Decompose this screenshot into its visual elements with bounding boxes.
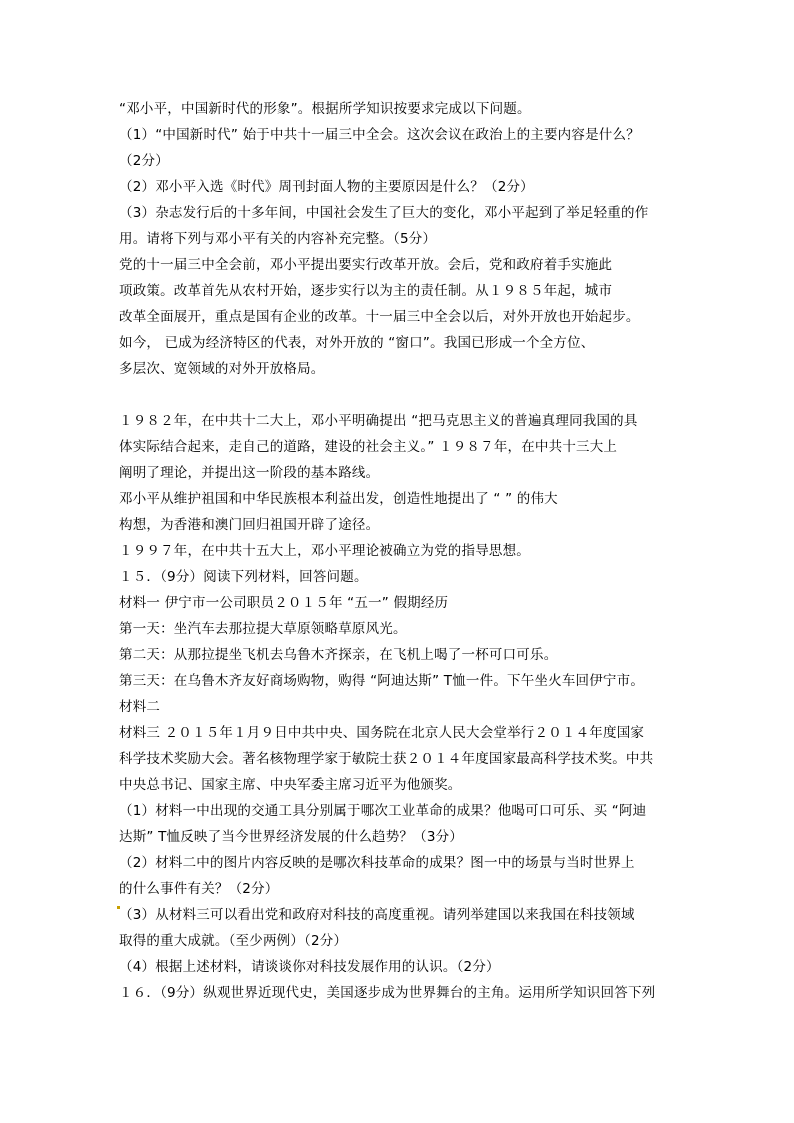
material-1-day-3: 第三天：在乌鲁木齐友好商场购物，购得 “阿迪达斯” T恤一件。下午坐火车回伊宁市。 <box>119 673 645 689</box>
paragraph-line: 构想，为香港和澳门回归祖国开辟了途径。 <box>119 517 380 533</box>
sub-question-3: 取得的重大成就。（至少两例）（2分） <box>119 933 348 949</box>
paragraph-line: 项政策。改革首先从农村开始，逐步实行以为主的责任制。从１９８５年起，城市 <box>119 283 613 299</box>
paragraph-line: 党的十一届三中全会前，邓小平提出要实行改革开放。会后，党和政府着手实施此 <box>119 257 613 273</box>
question-16-heading: １６．（9分）纵观世界近现代史，美国逐步成为世界舞台的主角。运用所学知识回答下列 <box>119 985 656 1001</box>
paragraph-line: 阐明了理论，并提出这一阶段的基本路线。 <box>119 465 380 481</box>
paragraph-line: 体实际结合起来，走自己的道路，建设的社会主义。” １９８７年，在中共十三大上 <box>119 439 618 455</box>
question-15-heading: １５．（9分）阅读下列材料，回答问题。 <box>119 569 368 585</box>
question-3-line: （3）杂志发行后的十多年间，中国社会发生了巨大的变化，邓小平起到了举足轻重的作 <box>119 205 649 221</box>
material-3-line: 中央总书记、国家主席、中央军委主席习近平为他颁奖。 <box>119 777 462 793</box>
material-2-title: 材料二 <box>119 699 161 715</box>
material-1-day-1: 第一天：坐汽车去那拉提大草原领略草原风光。 <box>119 621 407 637</box>
sub-question-1: （1）材料一中出现的交通工具分别属于哪次工业革命的成果？他喝可口可乐、买 “阿迪 <box>119 803 647 819</box>
paragraph-line: 多层次、宽领域的对外开放格局。 <box>119 361 325 377</box>
material-3-line: 材料三 ２０１５年１月９日中共中央、国务院在北京人民大会堂举行２０１４年度国家 <box>119 725 645 741</box>
intro-line: “邓小平，中国新时代的形象”。根据所学知识按要求完成以下问题。 <box>119 101 531 117</box>
question-1-line: （1）“中国新时代” 始于中共十一届三中全会。这次会议在政治上的主要内容是什么？ <box>119 127 640 143</box>
sub-question-2: （2）材料二中的图片内容反映的是哪次科技革命的成果？图一中的场景与当时世界上 <box>119 855 635 871</box>
paragraph-line: 邓小平从维护祖国和中华民族根本利益出发，创造性地提出了 “ ” 的伟大 <box>119 491 558 507</box>
material-1-title: 材料一 伊宁市一公司职员２０１５年 “五一” 假期经历 <box>119 595 449 611</box>
sub-question-2: 的什么事件有关？（2分） <box>119 881 279 897</box>
sub-question-4: （4）根据上述材料，请谈谈你对科技发展作用的认识。（2分） <box>119 959 500 975</box>
question-3-line: 用。请将下列与邓小平有关的内容补充完整。（5分） <box>119 231 437 247</box>
paragraph-line: １９９７年，在中共十五大上，邓小平理论被确立为党的指导思想。 <box>119 543 530 559</box>
sub-question-3: （3）从材料三可以看出党和政府对科技的高度重视。请列举建国以来我国在科技领域 <box>119 907 635 923</box>
paragraph-line: 如今， 已成为经济特区的代表，对外开放的 “窗口”。我国已形成一个全方位、 <box>119 335 595 351</box>
question-1-score: （2分） <box>119 153 169 169</box>
material-3-line: 科学技术奖励大会。著名核物理学家于敏院士获２０１４年度国家最高科学技术奖。中共 <box>119 751 654 767</box>
material-1-day-2: 第二天：从那拉提坐飞机去乌鲁木齐探亲，在飞机上喝了一杯可口可乐。 <box>119 647 558 663</box>
sub-question-1: 达斯” T恤反映了当今世界经济发展的什么趋势？（3分） <box>119 829 464 845</box>
paragraph-line: 改革全面展开，重点是国有企业的改革。十一届三中全会以后，对外开放也开始起步。 <box>119 309 640 325</box>
paragraph-line: １９８２年，在中共十二大上，邓小平明确提出 “把马克思主义的普遍真理同我国的具 <box>119 413 638 429</box>
question-2-line: （2）邓小平入选《时代》周刊封面人物的主要原因是什么？（2分） <box>119 179 534 195</box>
